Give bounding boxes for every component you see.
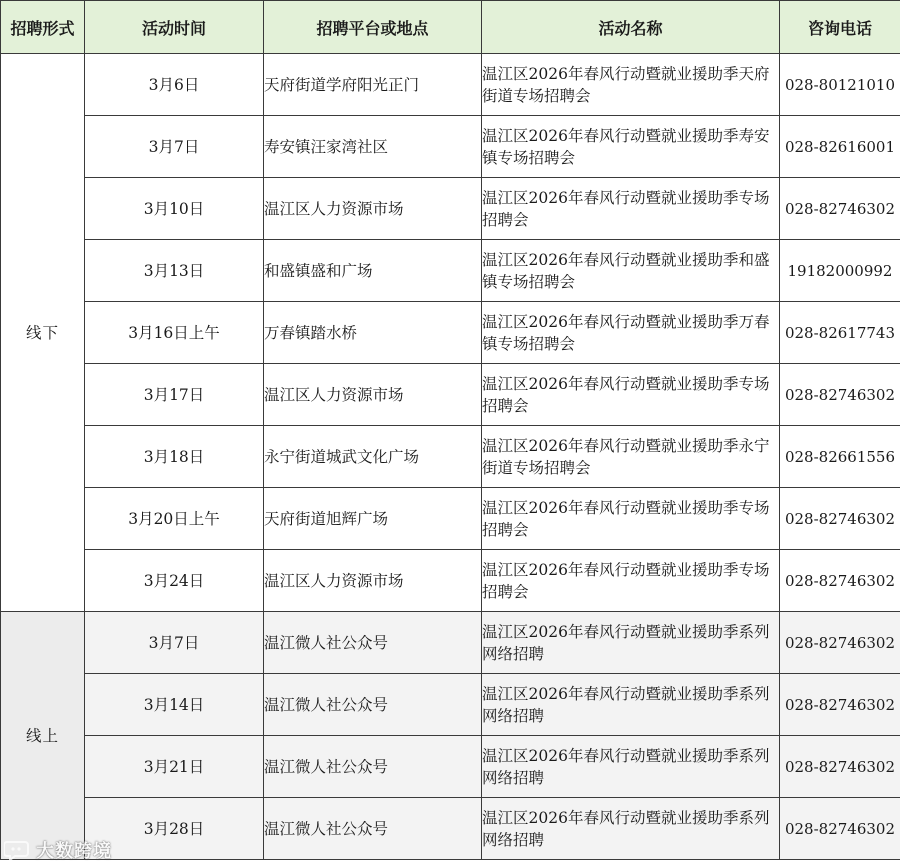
header-recruitment-form: 招聘形式 xyxy=(1,1,85,54)
activity-name-cell: 温江区2026年春风行动暨就业援助季系列网络招聘 xyxy=(482,736,780,798)
activity-date-cell: 3月17日 xyxy=(85,364,264,426)
recruitment-form-cell: 线上 xyxy=(1,612,85,860)
phone-cell: 19182000992 xyxy=(780,240,900,302)
location-cell: 天府街道旭辉广场 xyxy=(264,488,482,550)
activity-name-cell: 温江区2026年春风行动暨就业援助季系列网络招聘 xyxy=(482,612,780,674)
location-cell: 永宁街道城武文化广场 xyxy=(264,426,482,488)
header-consult-phone: 咨询电话 xyxy=(780,1,900,54)
location-cell: 万春镇踏水桥 xyxy=(264,302,482,364)
table-row xyxy=(1,178,900,240)
table-row xyxy=(1,488,900,550)
location-cell: 温江微人社公众号 xyxy=(264,612,482,674)
location-cell: 天府街道学府阳光正门 xyxy=(264,54,482,116)
location-cell: 温江区人力资源市场 xyxy=(264,550,482,612)
activity-name-cell: 温江区2026年春风行动暨就业援助季专场招聘会 xyxy=(482,178,780,240)
activity-date-cell: 3月21日 xyxy=(85,736,264,798)
activity-date-cell: 3月16日上午 xyxy=(85,302,264,364)
phone-cell: 028-82617743 xyxy=(780,302,900,364)
header-platform-location: 招聘平台或地点 xyxy=(264,1,482,54)
table-row xyxy=(1,302,900,364)
table-row xyxy=(1,54,900,116)
activity-date-cell: 3月14日 xyxy=(85,674,264,736)
watermark-text: 大数跨境 xyxy=(36,841,112,862)
activity-name-cell: 温江区2026年春风行动暨就业援助季专场招聘会 xyxy=(482,550,780,612)
offline-group xyxy=(1,54,900,612)
phone-cell: 028-82746302 xyxy=(780,736,900,798)
table-row xyxy=(1,426,900,488)
phone-cell: 028-82746302 xyxy=(780,488,900,550)
activity-name-cell: 温江区2026年春风行动暨就业援助季寿安镇专场招聘会 xyxy=(482,116,780,178)
table-row xyxy=(1,612,900,674)
phone-cell: 028-82746302 xyxy=(780,798,900,860)
activity-name-cell: 温江区2026年春风行动暨就业援助季系列网络招聘 xyxy=(482,674,780,736)
header-row xyxy=(1,1,900,54)
recruitment-form-cell: 线下 xyxy=(1,54,85,612)
phone-cell: 028-82746302 xyxy=(780,550,900,612)
table-row xyxy=(1,550,900,612)
header-activity-name: 活动名称 xyxy=(482,1,780,54)
activity-name-cell: 温江区2026年春风行动暨就业援助季专场招聘会 xyxy=(482,364,780,426)
table-row xyxy=(1,240,900,302)
table-row xyxy=(1,674,900,736)
phone-cell: 028-82661556 xyxy=(780,426,900,488)
location-cell: 温江区人力资源市场 xyxy=(264,178,482,240)
activity-date-cell: 3月10日 xyxy=(85,178,264,240)
activity-date-cell: 3月18日 xyxy=(85,426,264,488)
phone-cell: 028-82746302 xyxy=(780,364,900,426)
activity-date-cell: 3月7日 xyxy=(85,116,264,178)
phone-cell: 028-82616001 xyxy=(780,116,900,178)
table-header xyxy=(1,1,900,54)
table-row xyxy=(1,736,900,798)
phone-cell: 028-82746302 xyxy=(780,612,900,674)
table-row xyxy=(1,364,900,426)
activity-name-cell: 温江区2026年春风行动暨就业援助季万春镇专场招聘会 xyxy=(482,302,780,364)
phone-cell: 028-82746302 xyxy=(780,178,900,240)
activity-date-cell: 3月7日 xyxy=(85,612,264,674)
phone-cell: 028-82746302 xyxy=(780,674,900,736)
location-cell: 寿安镇汪家湾社区 xyxy=(264,116,482,178)
location-cell: 温江区人力资源市场 xyxy=(264,364,482,426)
phone-cell: 028-80121010 xyxy=(780,54,900,116)
table-row xyxy=(1,798,900,860)
activity-date-cell: 3月24日 xyxy=(85,550,264,612)
online-group xyxy=(1,612,900,860)
location-cell: 温江微人社公众号 xyxy=(264,798,482,860)
activity-name-cell: 温江区2026年春风行动暨就业援助季系列网络招聘 xyxy=(482,798,780,860)
activity-date-cell: 3月20日上午 xyxy=(85,488,264,550)
location-cell: 温江微人社公众号 xyxy=(264,674,482,736)
activity-date-cell: 3月13日 xyxy=(85,240,264,302)
activity-date-cell: 3月28日 xyxy=(85,798,264,860)
header-activity-time: 活动时间 xyxy=(85,1,264,54)
activity-name-cell: 温江区2026年春风行动暨就业援助季专场招聘会 xyxy=(482,488,780,550)
activity-date-cell: 3月6日 xyxy=(85,54,264,116)
location-cell: 温江微人社公众号 xyxy=(264,736,482,798)
table-row xyxy=(1,116,900,178)
activity-name-cell: 温江区2026年春风行动暨就业援助季和盛镇专场招聘会 xyxy=(482,240,780,302)
activity-name-cell: 温江区2026年春风行动暨就业援助季永宁街道专场招聘会 xyxy=(482,426,780,488)
activity-name-cell: 温江区2026年春风行动暨就业援助季天府街道专场招聘会 xyxy=(482,54,780,116)
location-cell: 和盛镇盛和广场 xyxy=(264,240,482,302)
